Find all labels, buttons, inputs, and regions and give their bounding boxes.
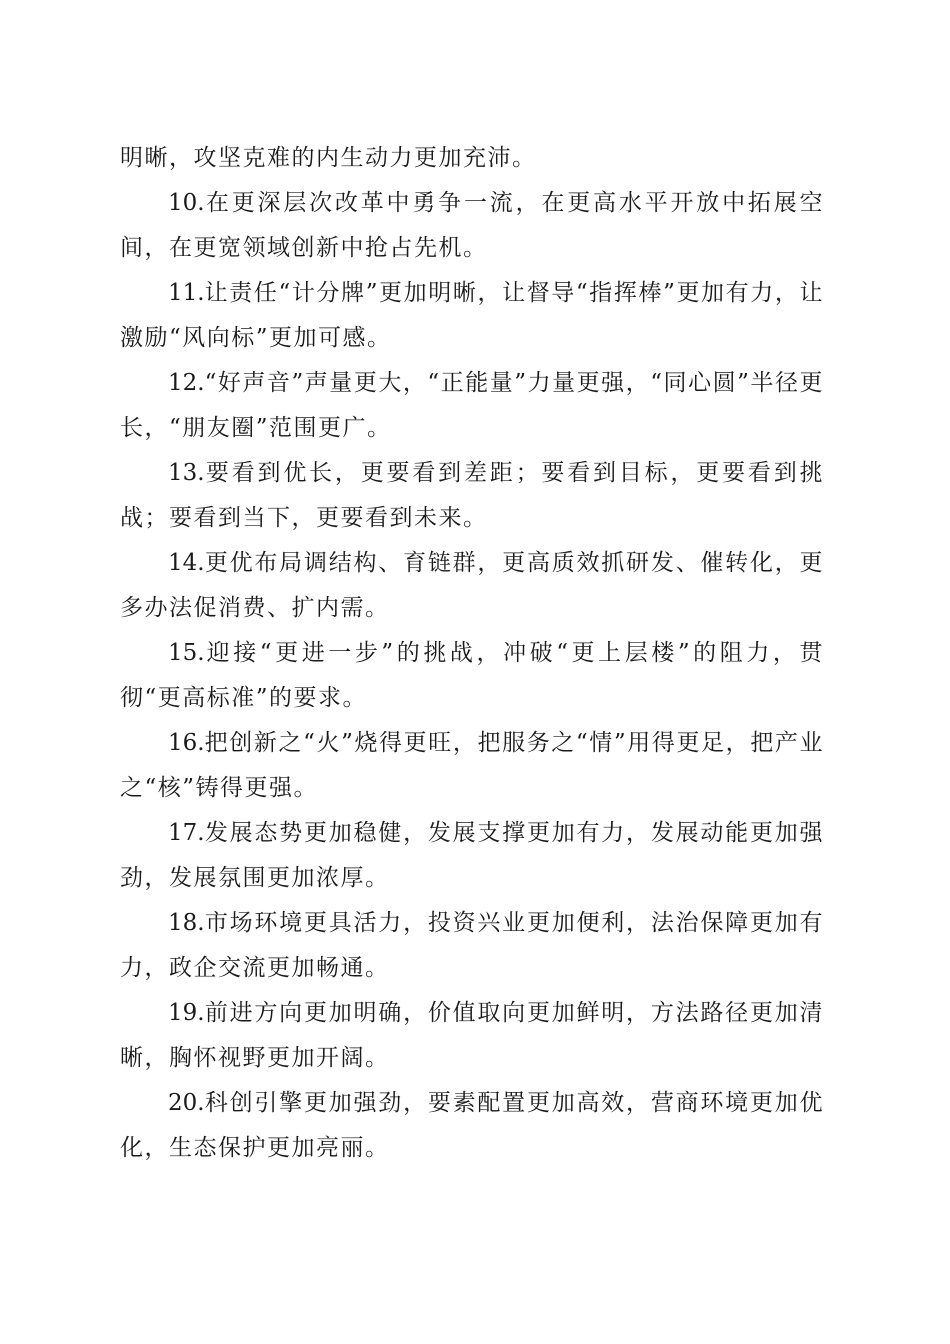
list-item-13: [120, 451, 824, 541]
item-number: 13.: [168, 460, 205, 486]
list-item-14: [120, 541, 824, 631]
item-text: 发展态势更加稳健，发展支撑更加有力，发展动能更加强劲，发展氛围更加浓厚。: [120, 820, 824, 891]
document-body: [120, 136, 824, 1171]
item-number: 12.: [168, 370, 205, 396]
item-number: 10.: [168, 190, 205, 216]
list-item-11: [120, 271, 824, 361]
list-item-15: [120, 631, 824, 721]
item-text: 要看到优长，更要看到差距；要看到目标，更要看到挑战；要看到当下，更要看到未来。: [120, 460, 824, 531]
list-item-16: [120, 721, 824, 811]
item-text: 把创新之“火”烧得更旺，把服务之“情”用得更足，把产业之“核”铸得更强。: [120, 730, 824, 801]
item-text: 更优布局调结构、育链群，更高质效抓研发、催转化，更多办法促消费、扩内需。: [120, 550, 824, 621]
list-item-19: [120, 991, 824, 1081]
item-number: 20.: [168, 1090, 205, 1116]
item-text: 迎接“更进一步”的挑战，冲破“更上层楼”的阻力，贯彻“更高标准”的要求。: [120, 640, 824, 711]
list-item-12: [120, 361, 824, 451]
item-text: “好声音”声量更大，“正能量”力量更强，“同心圆”半径更长，“朋友圈”范围更广。: [120, 370, 824, 441]
item-number: 15.: [168, 640, 205, 666]
paragraph-text: 明晰，攻坚克难的内生动力更加充沛。: [120, 145, 537, 171]
item-number: 17.: [168, 820, 205, 846]
paragraph-continuation: [120, 136, 824, 181]
list-item-18: [120, 901, 824, 991]
list-item-20: [120, 1081, 824, 1171]
item-text: 在更深层次改革中勇争一流，在更高水平开放中拓展空间，在更宽领域创新中抢占先机。: [120, 190, 824, 261]
item-text: 市场环境更具活力，投资兴业更加便利，法治保障更加有力，政企交流更加畅通。: [120, 910, 824, 981]
item-text: 科创引擎更加强劲，要素配置更加高效，营商环境更加优化，生态保护更加亮丽。: [120, 1090, 824, 1161]
item-number: 16.: [168, 730, 205, 756]
list-item-10: [120, 181, 824, 271]
item-text: 让责任“计分牌”更加明晰，让督导“指挥棒”更加有力，让激励“风向标”更加可感。: [120, 280, 824, 351]
item-text: 前进方向更加明确，价值取向更加鲜明，方法路径更加清晰，胸怀视野更加开阔。: [120, 1000, 824, 1071]
item-number: 11.: [168, 280, 205, 306]
item-number: 18.: [168, 910, 205, 936]
list-item-17: [120, 811, 824, 901]
item-number: 19.: [168, 1000, 205, 1026]
item-number: 14.: [168, 550, 205, 576]
